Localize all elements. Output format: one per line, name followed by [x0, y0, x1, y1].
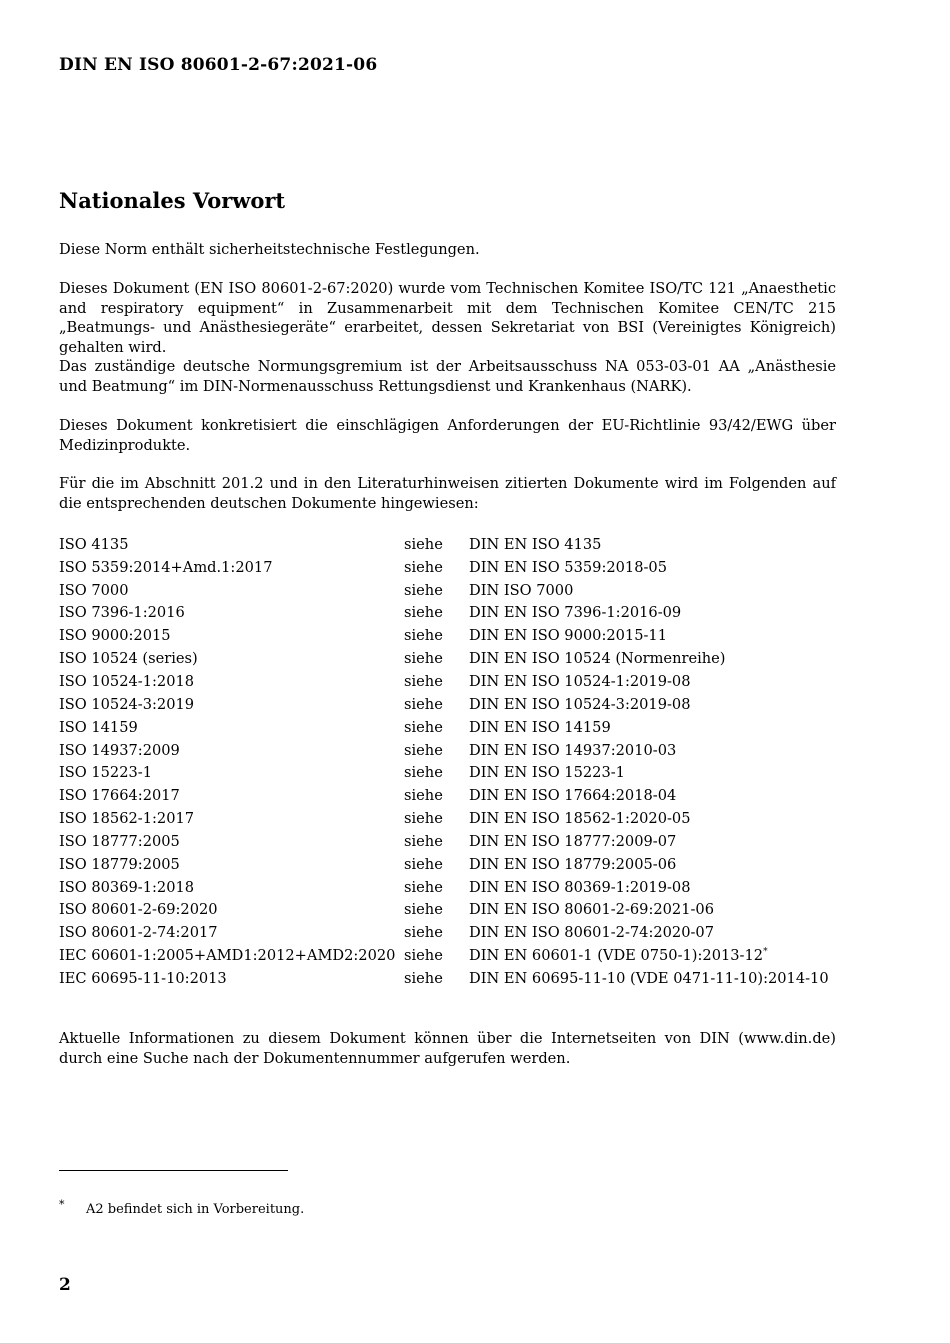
- table-row: [59, 716, 829, 739]
- see-label: siehe: [404, 764, 443, 782]
- paragraph-eu-directive: Dieses Dokument konkretisiert die einschlägigen Anforderungen der EU-Richtlinie 93/42/EWG über Medizinprodukte.: [59, 417, 836, 454]
- table-row: [59, 944, 829, 967]
- table-row: [59, 739, 829, 762]
- din-reference-text: DIN EN ISO 80601-2-69:2021-06: [469, 901, 715, 919]
- iso-reference: ISO 18562-1:2017: [59, 810, 195, 828]
- din-reference: [469, 579, 829, 602]
- din-reference: [469, 670, 829, 693]
- see-label: siehe: [404, 969, 443, 987]
- see-label: siehe: [404, 741, 443, 759]
- iso-reference: ISO 17664:2017: [59, 787, 180, 805]
- see-label: siehe: [404, 901, 443, 919]
- see-label: siehe: [404, 695, 443, 713]
- see-label: siehe: [404, 878, 443, 896]
- din-reference: [469, 624, 829, 647]
- din-reference-text: DIN EN ISO 14937:2010-03: [469, 741, 677, 759]
- table-row: [59, 830, 829, 853]
- table-row: [59, 579, 829, 602]
- iso-reference: IEC 60601-1:2005+AMD1:2012+AMD2:2020: [59, 947, 396, 965]
- iso-reference: ISO 80601-2-74:2017: [59, 924, 218, 942]
- table-row: [59, 807, 829, 830]
- paragraph-national-body: Das zuständige deutsche Normungsgremium ist der Arbeitsausschuss NA 053-03-01 AA „Anästhesie und Beatmung“ im DIN-Normenausschuss Rettungsdienst und Krankenhaus (NARK).: [59, 358, 836, 395]
- iso-reference: ISO 14937:2009: [59, 741, 180, 759]
- table-row: [59, 693, 829, 716]
- din-reference-text: DIN EN ISO 10524-3:2019-08: [469, 695, 691, 713]
- din-reference-text: DIN EN ISO 18779:2005-06: [469, 855, 677, 873]
- din-reference-text: DIN EN ISO 9000:2015-11: [469, 627, 667, 645]
- table-row: [59, 899, 829, 922]
- table-row: [59, 556, 829, 579]
- footnote-divider: [59, 1170, 288, 1171]
- din-reference: [469, 876, 829, 899]
- see-label: siehe: [404, 832, 443, 850]
- iso-reference: ISO 15223-1: [59, 764, 153, 782]
- paragraph-safety-note: Diese Norm enthält sicherheitstechnische Festlegungen.: [59, 241, 480, 258]
- table-row: [59, 784, 829, 807]
- paragraph-references-intro: Für die im Abschnitt 201.2 und in den Literaturhinweisen zitierten Dokumente wird im Folgenden auf die entsprechenden deutschen Dokumente hingewiesen:: [59, 475, 836, 512]
- din-reference: [469, 533, 829, 556]
- din-reference-text: DIN EN ISO 18562-1:2020-05: [469, 810, 691, 828]
- iso-reference: ISO 7396-1:2016: [59, 604, 185, 622]
- iso-reference: ISO 10524-3:2019: [59, 695, 195, 713]
- footnote-text: A2 befindet sich in Vorbereitung.: [86, 1202, 305, 1217]
- see-label: siehe: [404, 627, 443, 645]
- din-reference-text: DIN EN ISO 80601-2-74:2020-07: [469, 924, 715, 942]
- table-row: [59, 853, 829, 876]
- din-reference-text: DIN EN ISO 14159: [469, 718, 611, 736]
- din-reference-text: DIN EN ISO 5359:2018-05: [469, 558, 667, 576]
- iso-reference: ISO 80369-1:2018: [59, 878, 195, 896]
- iso-reference: ISO 4135: [59, 535, 129, 553]
- footnote-mark: *: [59, 1198, 65, 1211]
- see-label: siehe: [404, 558, 443, 576]
- din-reference: [469, 761, 829, 784]
- iso-reference: ISO 5359:2014+Amd.1:2017: [59, 558, 273, 576]
- din-reference-text: DIN EN ISO 17664:2018-04: [469, 787, 677, 805]
- iso-reference: ISO 10524-1:2018: [59, 672, 195, 690]
- see-label: siehe: [404, 672, 443, 690]
- page-number: 2: [59, 1275, 71, 1295]
- paragraph-closing-info: Aktuelle Informationen zu diesem Dokument können über die Internetseiten von DIN (www.din.de) durch eine Suche nach der Dokumentennummer aufgerufen werden.: [59, 1030, 836, 1067]
- din-reference: [469, 899, 829, 922]
- din-reference: [469, 853, 829, 876]
- see-label: siehe: [404, 650, 443, 668]
- see-label: siehe: [404, 581, 443, 599]
- footnote-reference-mark: *: [763, 947, 768, 958]
- table-row: [59, 533, 829, 556]
- din-reference-text: DIN EN ISO 15223-1: [469, 764, 625, 782]
- see-label: siehe: [404, 604, 443, 622]
- table-row: [59, 921, 829, 944]
- din-reference: [469, 739, 829, 762]
- din-reference-text: DIN ISO 7000: [469, 581, 574, 599]
- see-label: siehe: [404, 855, 443, 873]
- din-reference-text: DIN EN ISO 4135: [469, 535, 602, 553]
- din-reference-text: DIN EN 60601-1 (VDE 0750-1):2013-12: [469, 947, 764, 965]
- iso-reference: ISO 18779:2005: [59, 855, 180, 873]
- iso-reference: ISO 7000: [59, 581, 129, 599]
- section-title: Nationales Vorwort: [59, 188, 286, 213]
- reference-table: [59, 533, 829, 990]
- see-label: siehe: [404, 535, 443, 553]
- iso-reference: IEC 60695-11-10:2013: [59, 969, 227, 987]
- table-row: [59, 624, 829, 647]
- paragraph-committee: Dieses Dokument (EN ISO 80601-2-67:2020) wurde vom Technischen Komitee ISO/TC 121 „Anaesthetic and respiratory equipment“ in Zusammenarbeit mit dem Technischen Komitee CEN/TC 215 „Beatmungs- und Anästhesiegeräte“ erarbeitet, dessen Sekretariat von BSI (Vereinigtes Königreich) gehalten wird.: [59, 280, 836, 356]
- iso-reference: ISO 10524 (series): [59, 650, 198, 668]
- table-row: [59, 761, 829, 784]
- see-label: siehe: [404, 810, 443, 828]
- see-label: siehe: [404, 947, 443, 965]
- din-reference-text: DIN EN ISO 80369-1:2019-08: [469, 878, 691, 896]
- see-label: siehe: [404, 718, 443, 736]
- din-reference: [469, 647, 829, 670]
- see-label: siehe: [404, 924, 443, 942]
- din-reference: [469, 602, 829, 625]
- iso-reference: ISO 14159: [59, 718, 138, 736]
- iso-reference: ISO 80601-2-69:2020: [59, 901, 218, 919]
- table-row: [59, 602, 829, 625]
- din-reference: [469, 944, 829, 967]
- din-reference-text: DIN EN ISO 7396-1:2016-09: [469, 604, 682, 622]
- din-reference: [469, 784, 829, 807]
- din-reference: [469, 967, 829, 990]
- table-row: [59, 647, 829, 670]
- table-row: [59, 876, 829, 899]
- iso-reference: ISO 18777:2005: [59, 832, 180, 850]
- din-reference: [469, 830, 829, 853]
- table-row: [59, 967, 829, 990]
- din-reference: [469, 693, 829, 716]
- iso-reference: ISO 9000:2015: [59, 627, 171, 645]
- din-reference: [469, 556, 829, 579]
- din-reference: [469, 716, 829, 739]
- din-reference: [469, 921, 829, 944]
- table-row: [59, 670, 829, 693]
- see-label: siehe: [404, 787, 443, 805]
- din-reference-text: DIN EN 60695-11-10 (VDE 0471-11-10):2014-10: [469, 969, 829, 987]
- document-id-header: DIN EN ISO 80601-2-67:2021-06: [59, 55, 378, 75]
- din-reference-text: DIN EN ISO 10524-1:2019-08: [469, 672, 691, 690]
- din-reference-text: DIN EN ISO 10524 (Normenreihe): [469, 650, 726, 668]
- din-reference: [469, 807, 829, 830]
- din-reference-text: DIN EN ISO 18777:2009-07: [469, 832, 677, 850]
